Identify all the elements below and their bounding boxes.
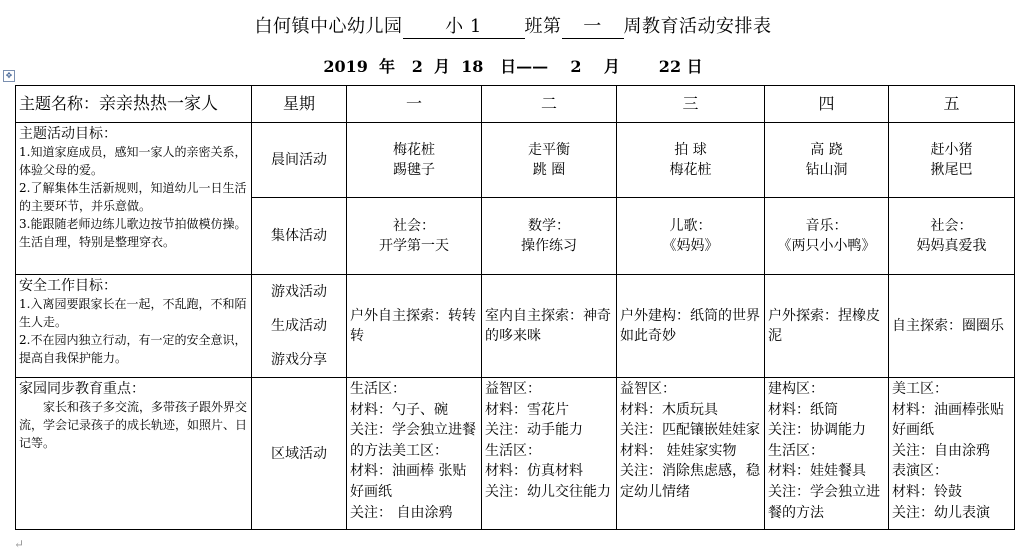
safety-item: 2.不在园内独立行动，有一定的安全意识，提高自我保护能力。 (19, 333, 247, 365)
area-cell: 益智区： 材料：雪花片 关注：动手能力 生活区： 材料：仿真材料 关注：幼儿交往能力 (482, 378, 617, 530)
area-cell: 益智区： 材料：木质玩具 关注：匹配镶嵌娃娃家 材料： 娃娃家实物 关注：消除焦虑感，稳定幼儿情绪 (617, 378, 765, 530)
day-header-tue: 二 (482, 86, 617, 123)
group-cell: 社会： 开学第一天 (347, 198, 482, 275)
document-title (0, 12, 1026, 39)
morning-cell: 梅花桩 踢毽子 (347, 123, 482, 198)
game-cell: 自主探索：圈圈乐 (889, 275, 1015, 378)
morning-cell: 走平衡 跳 圈 (482, 123, 617, 198)
weekday-header: 星期 (252, 86, 347, 123)
group-cell: 社会： 妈妈真爱我 (889, 198, 1015, 275)
safety-title: 安全工作目标： (19, 278, 117, 294)
area-cell: 美工区： 材料：油画棒张贴好画纸 关注：自由涂鸦 表演区： 材料：铃鼓 关注：幼儿表演 (889, 378, 1015, 530)
game-cell: 室内自主探索：神奇的哆来咪 (482, 275, 617, 378)
paragraph-mark-icon: ↵ (14, 537, 25, 551)
goal-item: 3.能跟随老师边练儿歌边按节拍做模仿操。生活自理，特别是整理穿衣。 (19, 217, 247, 249)
day-header-fri: 五 (889, 86, 1015, 123)
day-header-mon: 一 (347, 86, 482, 123)
morning-cell: 高 跷 钻山洞 (765, 123, 889, 198)
date-range: 2019 年 2 月 18 日—— 2 月 22 日 (323, 57, 703, 76)
week-number-field: 一 (562, 12, 624, 39)
title-prefix: 白何镇中心幼儿园 (254, 16, 403, 37)
group-cell: 数学： 操作练习 (482, 198, 617, 275)
morning-cell: 赶小猪 揪尾巴 (889, 123, 1015, 198)
class-name-field: 小 1 (403, 12, 525, 39)
game-cell: 户外自主探索：转转转 (347, 275, 482, 378)
theme-label: 主题名称： (19, 94, 100, 113)
home-text: 家长和孩子多交流，多带孩子跟外界交流，学会记录孩子的成长轨迹，如照片、日记等。 (19, 400, 248, 450)
goals-title: 主题活动目标： (19, 126, 117, 142)
schedule-table (15, 85, 1015, 530)
row-label-game: 游戏活动 生成活动 游戏分享 (252, 275, 347, 378)
title-suffix: 周教育活动安排表 (623, 16, 772, 37)
game-cell: 户外探索：捏橡皮泥 (765, 275, 889, 378)
safety-goals-cell (16, 275, 252, 378)
theme-goals-cell (16, 123, 252, 275)
goal-item: 2.了解集体生活新规则，知道幼儿一日生活的主要环节，并乐意做。 (19, 181, 247, 213)
row-label-group: 集体活动 (252, 198, 347, 275)
area-cell: 生活区： 材料：勺子、碗 关注：学会独立进餐的方法美工区： 材料：油画棒 张贴好画纸 关注： 自由涂鸦 (347, 378, 482, 530)
area-cell: 建构区： 材料：纸筒 关注：协调能力 生活区： 材料：娃娃餐具 关注：学会独立进餐的方法 (765, 378, 889, 530)
home-education-cell (16, 378, 252, 530)
safety-item: 1.入离园要跟家长在一起，不乱跑，不和陌生人走。 (19, 297, 247, 329)
day-header-wed: 三 (617, 86, 765, 123)
group-cell: 儿歌： 《妈妈》 (617, 198, 765, 275)
table-move-handle-icon[interactable]: ✥ (3, 70, 15, 82)
row-label-morning: 晨间活动 (252, 123, 347, 198)
theme-cell (16, 86, 252, 123)
morning-cell: 拍 球 梅花桩 (617, 123, 765, 198)
day-header-thu: 四 (765, 86, 889, 123)
goal-item: 1.知道家庭成员，感知一家人的亲密关系，体验父母的爱。 (19, 145, 247, 177)
title-mid: 班第 (524, 16, 562, 37)
row-label-area: 区域活动 (252, 378, 347, 530)
home-title: 家园同步教育重点： (19, 381, 145, 397)
game-cell: 户外建构：纸筒的世界如此奇妙 (617, 275, 765, 378)
theme-name: 亲亲热热一家人 (99, 94, 219, 114)
group-cell: 音乐： 《两只小小鸭》 (765, 198, 889, 275)
